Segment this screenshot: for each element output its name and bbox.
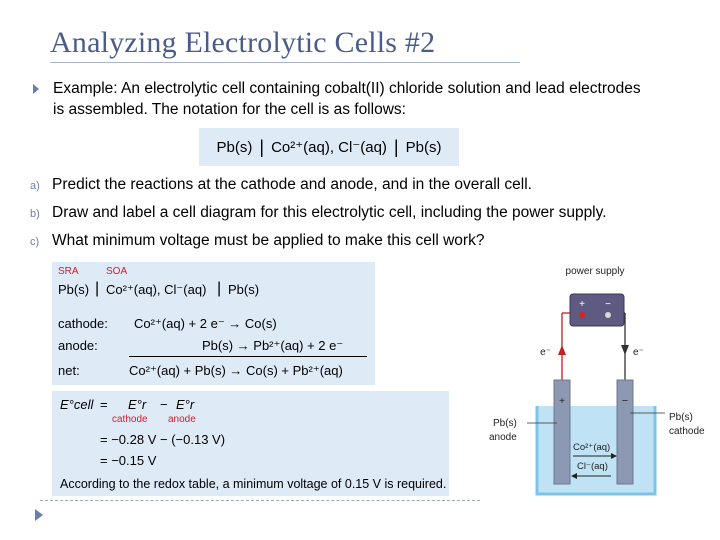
notation-middle: Co²⁺(aq), Cl⁻(aq) [271,139,387,156]
notation-divider: | [217,280,222,297]
notation-right: Pb(s) [405,138,442,156]
cathode-material-label: Pb(s) [669,412,693,423]
question-text: Predict the reactions at the cathode and anode, and in the overall cell. [52,176,532,193]
question-marker: b) [30,208,40,220]
anode-equation: Pb(s) → Pb²⁺(aq) + 2 e⁻ [202,338,344,353]
slide-title: Analyzing Electrolytic Cells #2 [50,26,436,59]
cation-label: Co²⁺(aq) [573,442,611,453]
voltage-result: = −0.15 V [100,453,157,468]
voltage-conclusion: According to the redox table, a minimum voltage of 0.15 V is required. [60,477,447,491]
question-c [30,232,710,250]
cathode-caption: cathode [112,414,148,425]
bullet-arrow-icon [33,84,39,94]
negative-terminal [605,312,611,318]
cathode-role-label: cathode [669,426,705,437]
slide-nav-arrow-icon[interactable] [35,509,43,521]
cathode-equation: Co²⁺(aq) + 2 e⁻ → Co(s) [134,316,277,331]
anode-caption: anode [168,414,196,425]
intro-text: Example: An electrolytic cell containing cobalt(II) chloride solution and lead electrodes is assembled. The notation for the cell is as follows: [53,80,641,118]
electron-flow-down-icon [621,345,629,355]
minus-sign: − [160,397,168,412]
notation-divider: | [259,136,265,157]
anode-sign: + [559,396,565,407]
question-text: Draw and label a cell diagram for this electrolytic cell, including the power supply. [52,204,607,221]
title-underline [50,62,520,63]
sum-line [129,356,367,357]
question-marker: c) [30,236,40,248]
anode-role-label: anode [489,432,517,443]
net-equation: Co²⁺(aq) + Pb(s) → Co(s) + Pb²⁺(aq) [129,363,343,378]
soa-label: SOA [106,266,128,277]
voltage-substitution: = −0.28 V − (−0.13 V) [100,432,226,447]
reaction-cell-right: Pb(s) [228,282,260,297]
cell-notation [199,128,459,166]
question-a [30,176,710,194]
voltage-box [52,391,449,496]
cathode-sign: − [621,395,629,407]
reaction-cell-middle: Co²⁺(aq), Cl⁻(aq) [106,282,207,297]
power-supply-plus: + [579,299,585,310]
anode-material-label: Pb(s) [493,418,517,429]
notation-divider: | [95,280,100,297]
equals-sign: = [100,397,108,412]
er-anode: E°r [176,397,195,412]
power-supply-label: power supply [565,266,625,277]
positive-terminal [579,312,585,318]
cathode-label: cathode: [58,316,108,331]
notation-divider: | [393,136,399,157]
cell-diagram [485,258,717,500]
power-supply-minus: − [605,299,611,310]
sra-label: SRA [58,266,79,277]
net-label: net: [58,363,80,378]
question-text: What minimum voltage must be applied to make this cell work? [52,232,485,249]
ecell-symbol: E°cell [60,397,94,412]
right-electron-label: e⁻ [633,347,644,358]
footer-divider [40,500,480,501]
anion-label: Cl⁻(aq) [577,461,608,472]
question-b [30,204,710,222]
anode-label: anode: [58,338,98,353]
left-electron-label: e⁻ [540,347,551,358]
reaction-cell-left: Pb(s) [58,282,90,297]
question-marker: a) [30,180,40,192]
reactions-box [52,262,375,385]
er-cathode: E°r [128,397,147,412]
electron-flow-up-icon [558,345,566,355]
notation-left: Pb(s) [216,138,253,156]
